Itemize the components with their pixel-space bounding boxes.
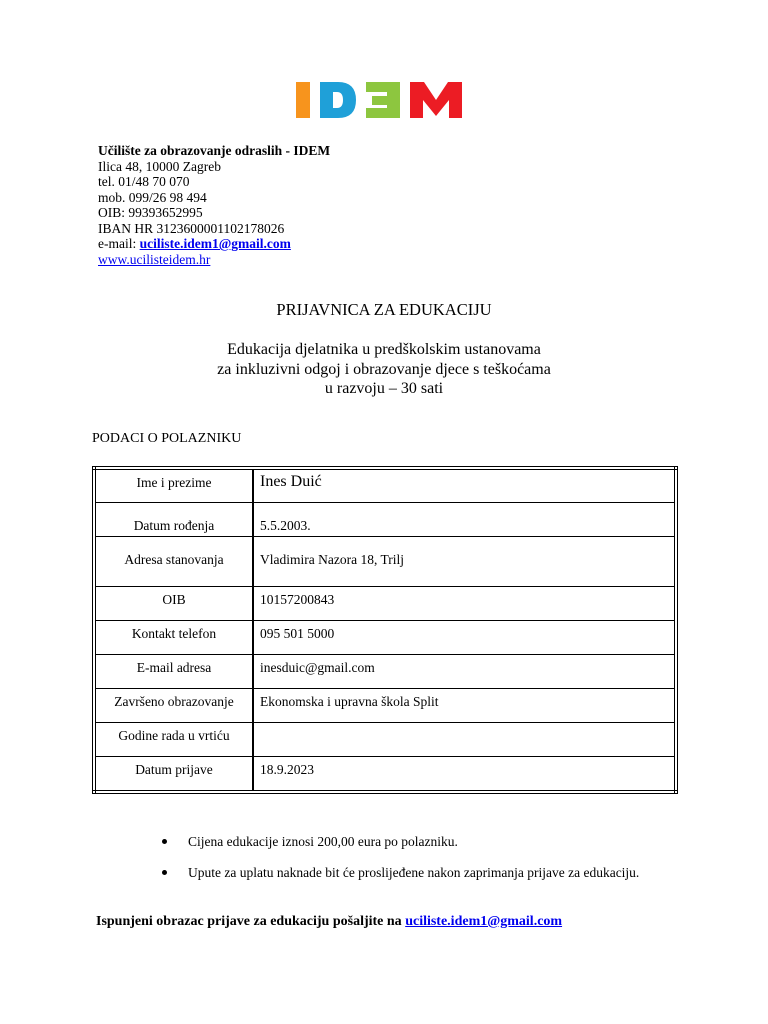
table-row: [94, 722, 676, 756]
course-subtitle: [0, 340, 768, 399]
field-label: Adresa stanovanja: [94, 536, 253, 586]
table-row: [94, 688, 676, 722]
table-row: [94, 468, 676, 502]
field-label: Datum rođenja: [94, 502, 253, 536]
participant-table: [92, 466, 678, 794]
subtitle-line-2: za inkluzivni odgoj i obrazovanje djece s teškoćama: [217, 360, 551, 378]
note-text: Cijena edukacije iznosi 200,00 eura po polazniku.: [188, 834, 458, 849]
table-row: [94, 654, 676, 688]
org-iban: IBAN HR 3123600001102178026: [98, 220, 285, 236]
footer-text: Ispunjeni obrazac prijave za edukaciju pošaljite na: [96, 914, 406, 929]
field-value-birthdate[interactable]: 5.5.2003.: [253, 502, 676, 536]
field-value-phone[interactable]: 095 501 5000: [253, 620, 676, 654]
subtitle-line-3: u razvoju – 30 sati: [324, 380, 444, 397]
section-title: PODACI O POLAZNIKU: [92, 431, 242, 446]
list-item: [160, 832, 650, 851]
org-name: Učilište za obrazovanje odraslih - IDEM: [98, 143, 331, 158]
field-label: Ime i prezime: [94, 468, 253, 502]
org-email-link[interactable]: uciliste.idem1@gmail.com: [139, 236, 291, 251]
field-value-education[interactable]: Ekonomska i upravna škola Split: [253, 688, 676, 722]
field-label: OIB: [94, 586, 253, 620]
subtitle-line-1: Edukacija djelatnika u predškolskim ustanovama: [227, 341, 541, 358]
table-row: [94, 536, 676, 586]
note-text: Upute za uplatu naknade bit će proslijeđene nakon zaprimanja prijave za edukaciju.: [188, 865, 640, 880]
form-title: PRIJAVNICA ZA EDUKACIJU: [276, 300, 492, 319]
field-value-name[interactable]: Ines Duić: [253, 468, 676, 502]
idem-logo: [296, 80, 474, 120]
bullet-icon: [162, 870, 167, 875]
field-label: E-mail adresa: [94, 654, 253, 688]
field-label: Kontakt telefon: [94, 620, 253, 654]
logo-letter-d: [320, 82, 356, 118]
submission-instructions: [96, 914, 562, 930]
logo-letter-m: [410, 82, 462, 118]
field-value-years-worked[interactable]: [253, 722, 676, 756]
field-value-email[interactable]: inesduic@gmail.com: [253, 654, 676, 688]
table-row: [94, 586, 676, 620]
org-tel: tel. 01/48 70 070: [98, 174, 190, 189]
footer-email-link[interactable]: uciliste.idem1@gmail.com: [405, 914, 563, 929]
org-website-link[interactable]: www.ucilisteidem.hr: [98, 251, 211, 267]
org-mob: mob. 099/26 98 494: [98, 189, 207, 205]
bullet-icon: [162, 839, 167, 844]
logo-letter-e: [366, 82, 400, 118]
table-row: [94, 756, 676, 792]
org-oib: OIB: 99393652995: [98, 205, 203, 220]
organization-info: [98, 143, 330, 267]
list-item: [160, 863, 650, 882]
field-value-address[interactable]: Vladimira Nazora 18, Trilj: [253, 536, 676, 586]
logo-letter-i: [296, 82, 310, 118]
table-row: [94, 620, 676, 654]
field-label: Datum prijave: [94, 756, 253, 792]
org-address: Ilica 48, 10000 Zagreb: [98, 158, 221, 174]
table-row: [94, 502, 676, 536]
field-value-oib[interactable]: 10157200843: [253, 586, 676, 620]
field-value-application-date[interactable]: 18.9.2023: [253, 756, 676, 792]
field-label: Godine rada u vrtiću: [94, 722, 253, 756]
org-email-label: e-mail:: [98, 236, 140, 251]
notes-list: [160, 832, 650, 894]
field-label: Završeno obrazovanje: [94, 688, 253, 722]
org-email-line: [98, 236, 330, 252]
